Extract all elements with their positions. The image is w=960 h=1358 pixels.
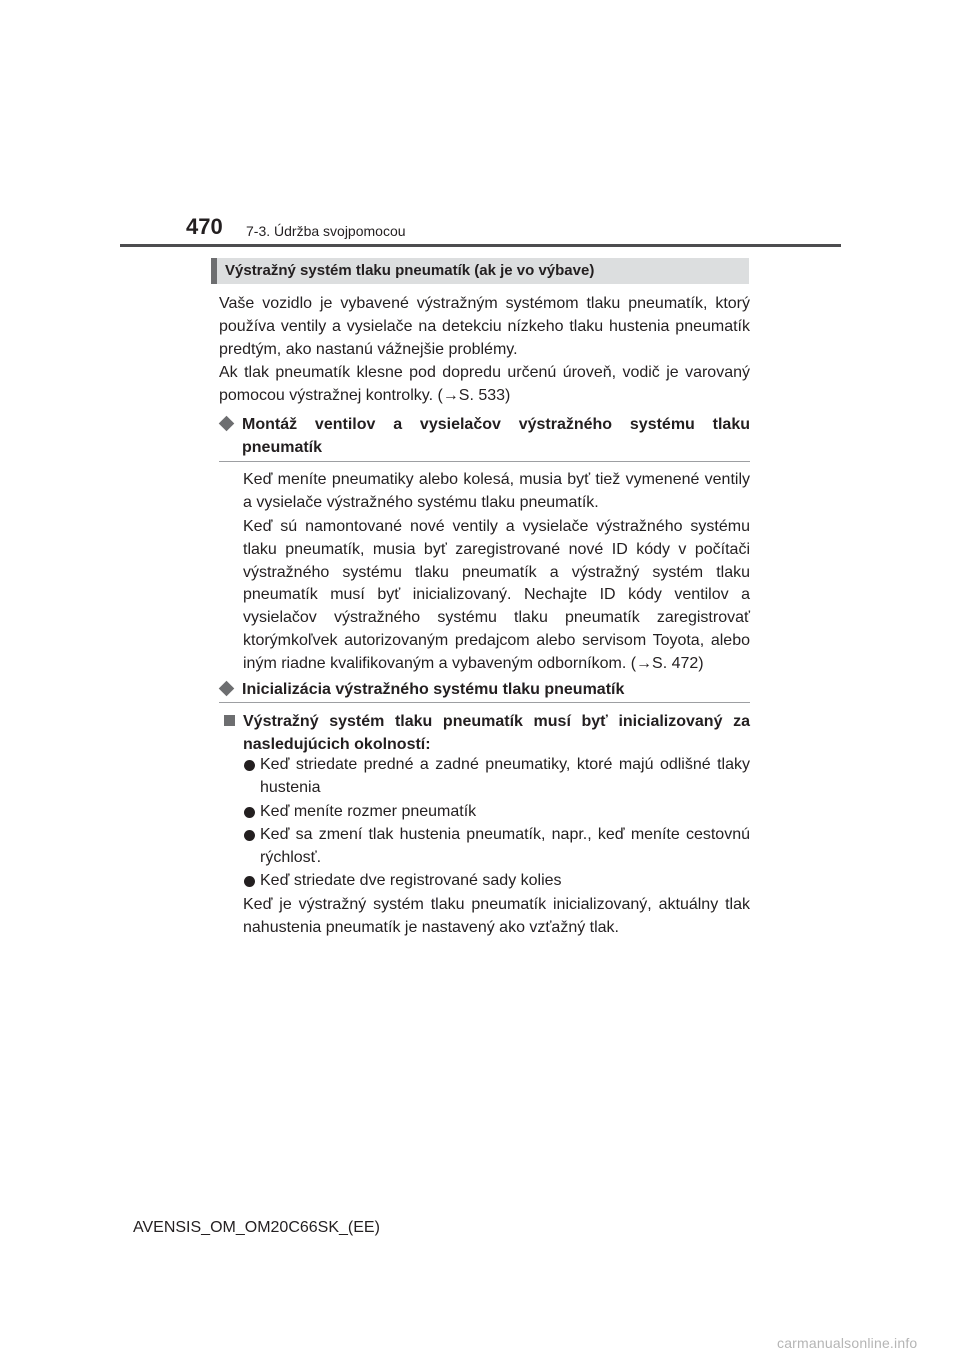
footer-manual-code: AVENSIS_OM_OM20C66SK_(EE) <box>133 1219 380 1236</box>
diamond-bullet-icon <box>219 416 235 432</box>
list-item-text: Keď striedate dve registrované sady kolies <box>260 872 562 889</box>
square-bullet-icon <box>224 715 235 726</box>
watermark: carmanualsonline.info <box>777 1335 918 1351</box>
header-rule <box>120 244 841 247</box>
bullet-icon <box>244 807 255 818</box>
section-title: Výstražný systém tlaku pneumatík (ak je vo výbave) <box>225 262 595 279</box>
list-item <box>243 824 750 870</box>
list-item <box>243 801 750 824</box>
intro-paragraph-1: Vaše vozidlo je vybavené výstražným systémom tlaku pneumatík, ktorý používa ventily a vysielače na detekciu nízkeho tlaku hustenia pneumatík predtým, ako nastanú vážnejšie problémy. <box>219 295 750 358</box>
conditions-heading <box>224 710 750 756</box>
installation-paragraph-1: Keď meníte pneumatiky alebo kolesá, musia byť tiež vymenené ventily a vysielače výstražného systému tlaku pneumatík. <box>243 471 750 511</box>
page-number: 470 <box>186 214 223 239</box>
conditions-heading-text: Výstražný systém tlaku pneumatík musí byť inicializovaný za nasledujúcich okolností: <box>243 713 750 753</box>
bullet-icon <box>244 830 255 841</box>
subsection-heading-text: Montáž ventilov a vysielačov výstražného systému tlaku pneumatík <box>242 416 750 456</box>
title-bar-accent <box>211 258 217 284</box>
list-item-text: Keď striedate predné a zadné pneumatiky, ktoré majú odlišné tlaky hustenia <box>260 756 750 796</box>
bullet-icon <box>244 876 255 887</box>
subsection-heading-installation <box>219 413 750 459</box>
subsection-rule <box>219 702 750 703</box>
diamond-bullet-icon <box>219 681 235 697</box>
installation-paragraph-2: Keď sú namontované nové ventily a vysielače výstražného systému tlaku pneumatík, musia byť zaregistrované nové ID kódy v počítači výstražného systému tlaku pneumatík a výstražný systém tlaku pneumatík musí byť inicializovaný. Nechajte ID kódy ventilov a vysielačov výstražného systému tlaku pneumatík zaregistrovať ktorýmkoľvek autorizovaným predajcom alebo servisom Toyota, alebo iným riadne kvalifikovaným a vybaveným odborníkom. (→S. 472) <box>243 518 750 672</box>
list-item-text: Keď sa zmení tlak hustenia pneumatík, napr., keď meníte cestovnú rýchlosť. <box>260 826 750 866</box>
section-header: 7-3. Údržba svojpomocou <box>246 223 406 239</box>
closing-paragraph: Keď je výstražný systém tlaku pneumatík inicializovaný, aktuálny tlak nahustenia pneumatík je nastavený ako vzťažný tlak. <box>243 896 750 936</box>
subsection-heading-text: Inicializácia výstražného systému tlaku pneumatík <box>242 681 625 698</box>
list-item-text: Keď meníte rozmer pneumatík <box>260 803 477 820</box>
list-item <box>243 870 750 893</box>
list-item <box>243 754 750 800</box>
intro-paragraph-2: Ak tlak pneumatík klesne pod dopredu určenú úroveň, vodič je varovaný pomocou výstražnej kontrolky. (→S. 533) <box>219 364 750 404</box>
bullet-icon <box>244 760 255 771</box>
subsection-rule <box>219 461 750 462</box>
section-title-bar <box>211 258 749 284</box>
subsection-heading-initialization <box>219 678 750 701</box>
